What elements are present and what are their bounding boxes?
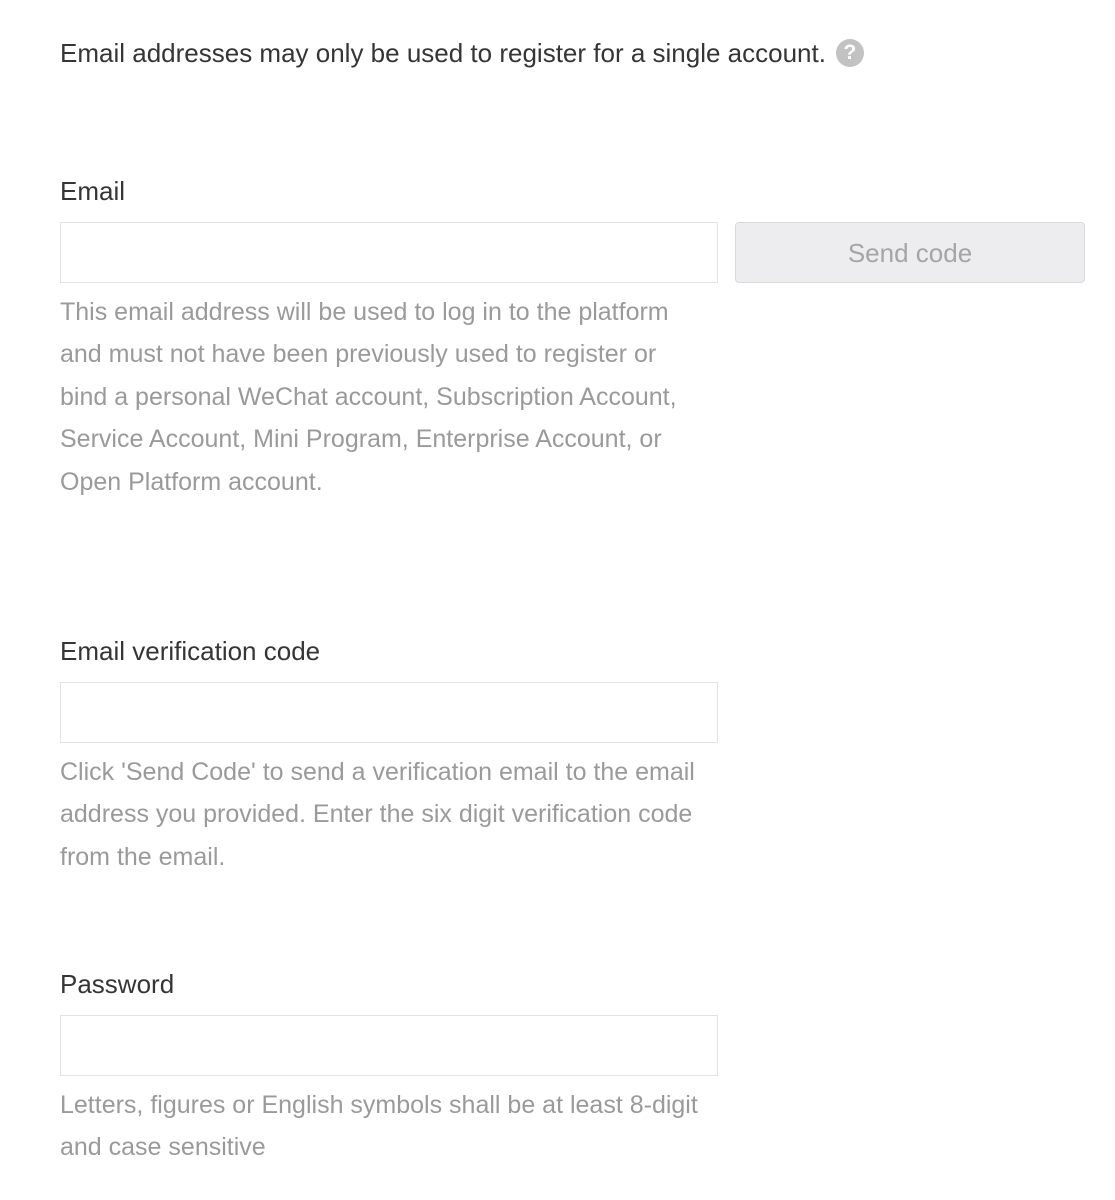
verification-code-hint: Click 'Send Code' to send a verification email to the email address you provided. Enter the six digit verification code from the email. <box>60 758 695 871</box>
password-field-group <box>60 965 718 1169</box>
notice-text: Email addresses may only be used to register for a single account. <box>60 38 826 68</box>
single-account-notice <box>60 34 864 72</box>
question-circle-icon[interactable]: ? <box>836 39 864 67</box>
email-field-group <box>60 172 718 503</box>
verification-field-group <box>60 632 718 878</box>
password-hint: Letters, figures or English symbols shall be at least 8-digit and case sensitive <box>60 1091 698 1162</box>
send-code-button[interactable]: Send code <box>735 222 1085 283</box>
verification-code-label: Email verification code <box>60 636 321 666</box>
email-hint: This email address will be used to log in to the platform and must not have been previously used to register or bind a personal WeChat account, Subscription Account, Service Account, Mini Program, Enterprise Account, or Open Platform account. <box>60 298 677 496</box>
password-label: Password <box>60 969 175 999</box>
email-label: Email <box>60 176 126 206</box>
password-input[interactable] <box>60 1015 718 1076</box>
email-input[interactable] <box>60 222 718 283</box>
verification-code-input[interactable] <box>60 682 718 743</box>
